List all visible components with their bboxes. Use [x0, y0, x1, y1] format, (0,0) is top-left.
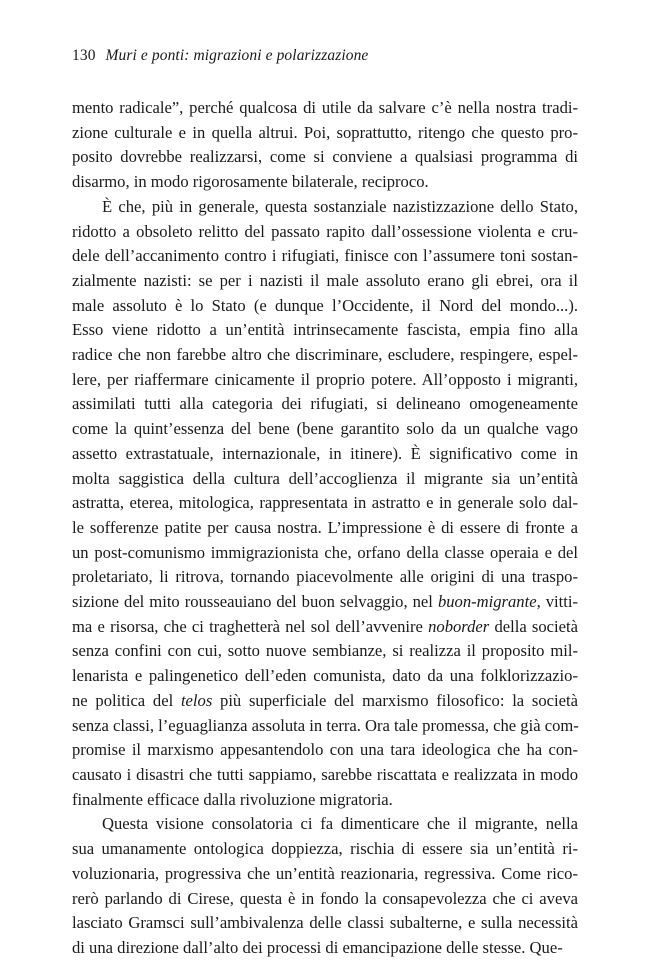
text-line: un post-comunismo immigrazionista che, orfano della classe operaia e del — [72, 542, 578, 562]
text-line: come la quint’essenza del bene (bene garantito solo da un qualche vago — [72, 419, 578, 439]
running-title: Muri e ponti: migrazioni e polarizzazione — [105, 47, 369, 64]
book-page — [72, 46, 578, 961]
text-line: lasciato Gramsci sull’ambivalenza delle classi subalterne, e sulla necessità — [72, 913, 578, 933]
text-line: causato i disastri che tutti sappiamo, sarebbe riscattata e realizzata in modo — [72, 764, 578, 784]
text-line: È che, più in generale, questa sostanziale nazistizzazione dello Stato, — [102, 196, 578, 216]
body-text — [72, 96, 578, 961]
text-line: radice che non farebbe altro che discriminare, escludere, respingere, espel- — [72, 345, 578, 365]
text-line: promise il marxismo appesantendolo con una tara ideologica che ha con- — [72, 740, 578, 760]
page-number: 130 — [72, 47, 96, 64]
text-line: lenarista e palingenetico dell’eden comunista, dato da una folklorizzazio- — [72, 666, 578, 686]
text-line: dele dell’accanimento contro i rifugiati, finisce con l’assumere toni sostan- — [72, 246, 578, 266]
paragraph — [72, 812, 578, 960]
text-line: molta saggistica della cultura dell’accoglienza il migrante sia un’entità — [72, 468, 578, 488]
text-line: ridotto a obsoleto relitto del passato rapito dall’ossessione violenta e cru- — [72, 221, 578, 241]
paragraph — [72, 195, 578, 813]
text-line: Esso viene ridotto a un’entità intrinsecamente fascista, empia fino alla — [72, 320, 578, 340]
text-line: voluzionaria, progressiva che un’entità reazionaria, regressiva. Come rico- — [72, 863, 578, 883]
text-line: mento radicale”, perché qualcosa di utile da salvare c’è nella nostra tradi- — [72, 98, 578, 117]
text-line: sizione del mito rousseauiano del buon selvaggio, nel buon-migrante, vitti- — [72, 592, 579, 612]
text-line: sua umanamente ontologica doppiezza, rischia di essere sia un’entità ri- — [72, 839, 578, 859]
text-line: zione culturale e in quella altrui. Poi, soprattutto, ritengo che questo pro- — [72, 122, 578, 142]
text-line: di una direzione dall’alto dei processi di emancipazione delle stesse. Que- — [72, 937, 563, 957]
text-line: proletariato, li ritrova, tornando piacevolmente alle origini di una traspo- — [72, 567, 578, 587]
text-line: senza confini con cui, sotto nuove sembianze, si realizza il proposito mil- — [72, 641, 578, 661]
text-line: male assoluto è lo Stato (e dunque l’Occidente, il Nord del mondo...). — [72, 295, 578, 315]
text-line: Questa visione consolatoria ci fa dimenticare che il migrante, nella — [102, 814, 578, 834]
running-header — [72, 46, 578, 66]
text-line: astratta, eterea, mitologica, rappresentata in astratto e in generale solo dal- — [72, 493, 578, 513]
text-line: assimilati tutti alla categoria dei rifugiati, si delineano omogeneamente — [72, 394, 578, 414]
text-line: senza classi, l’eguaglianza assoluta in terra. Ora tale promessa, che già com- — [72, 715, 579, 735]
text-line: posito dovrebbe realizzarsi, come si conviene a qualsiasi programma di — [72, 147, 578, 167]
text-line: rerò parlando di Cirese, questa è in fondo la consapevolezza che ci aveva — [72, 888, 578, 908]
text-line: zialmente nazisti: se per i nazisti il male assoluto erano gli ebrei, ora il — [72, 270, 578, 290]
text-line: lere, per riaffermare cinicamente il proprio potere. All’opposto i migranti, — [72, 369, 578, 389]
text-line: disarmo, in modo rigorosamente bilaterale, reciproco. — [72, 172, 429, 192]
text-line: ne politica del telos più superficiale del marxismo filosofico: la società — [72, 690, 578, 710]
text-line: ma e risorsa, che ci traghetterà nel sol dell’avvenire noborder della società — [72, 616, 579, 636]
text-line: assetto extrastatuale, internazionale, in itinere). È significativo come in — [72, 443, 578, 463]
paragraph — [72, 96, 578, 195]
text-line: le sofferenze patite per causa nostra. L’impressione è di essere di fronte a — [72, 517, 578, 537]
text-line: finalmente efficace dalla rivoluzione migratoria. — [72, 789, 393, 809]
